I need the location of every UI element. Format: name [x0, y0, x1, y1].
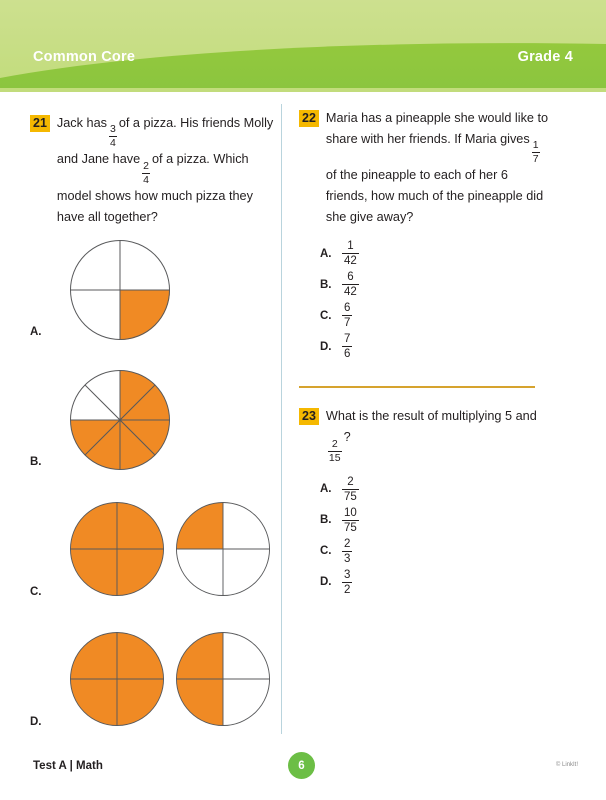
- q21-model-b-circle: [70, 370, 170, 470]
- q23-text-part1: What is the result of multiplying 5 and: [325, 409, 537, 424]
- header-grade: Grade 4: [517, 49, 573, 65]
- left-column: [30, 113, 275, 742]
- q23-choice-a-value: $\frac{2}{75}$: [344, 475, 357, 503]
- q22-choice-a-value: $\frac{1}{42}$: [344, 240, 357, 268]
- header-title: Common Core: [33, 49, 136, 65]
- question-22-text: [326, 108, 549, 228]
- q22-choice-b[interactable]: [299, 269, 549, 300]
- q23-choices: [299, 474, 549, 598]
- q21-text-part2: of a pizza. His friends Molly and Jane have: [56, 116, 274, 167]
- q22-choice-c-letter: C.: [320, 309, 332, 322]
- q21-text-part3: of a pizza. Which model shows how much pizza they have all together?: [56, 152, 253, 224]
- q23-choice-a[interactable]: [299, 474, 549, 505]
- q23-fraction-two-fifteenths: $\frac{2}{15}$: [328, 437, 341, 464]
- question-22: [299, 108, 549, 228]
- page-number-badge: 6: [288, 752, 315, 779]
- question-number-badge: 21: [30, 115, 50, 132]
- q22-choice-c-value: $\frac{6}{7}$: [344, 302, 351, 330]
- question-23-text: [326, 406, 549, 463]
- q23-choice-b-value: $\frac{10}{75}$: [344, 506, 357, 534]
- q22-choice-a-letter: A.: [320, 247, 332, 260]
- q22-choice-c[interactable]: [299, 300, 549, 331]
- q21-model-c-circle-2: [176, 502, 270, 596]
- q21-model-a-circle: [70, 240, 170, 340]
- q21-fraction-two-fourths: $\frac{2}{4}$: [143, 159, 149, 186]
- q22-choice-b-letter: B.: [320, 278, 332, 291]
- question-separator-rule: [299, 386, 535, 388]
- q23-choice-d[interactable]: [299, 567, 549, 598]
- q23-text-part2: ?: [343, 430, 351, 445]
- q21-choice-b-letter: B.: [30, 455, 42, 468]
- q21-choice-a[interactable]: [30, 240, 275, 352]
- q21-model-c-circle-1: [70, 502, 164, 596]
- q23-choice-b-letter: B.: [320, 514, 332, 527]
- q22-fraction-one-seventh: $\frac{1}{7}$: [532, 139, 539, 166]
- question-23: [299, 406, 549, 463]
- q23-choice-d-letter: D.: [320, 576, 332, 589]
- q23-choice-d-value: $\frac{3}{2}$: [344, 568, 351, 596]
- question-21: [30, 113, 275, 228]
- q22-text-part2: of the pineapple to each of her 6 friends, how much of the pineapple did she give away?: [325, 168, 544, 225]
- column-divider: [281, 104, 282, 734]
- q21-fraction-three-fourths: $\frac{3}{4}$: [109, 123, 116, 150]
- q23-choice-a-letter: A.: [320, 483, 332, 496]
- q22-choices: [299, 238, 549, 362]
- header-banner-shape: [0, 0, 606, 96]
- q21-choice-b[interactable]: [30, 370, 275, 482]
- q21-choice-a-letter: A.: [30, 325, 42, 338]
- q21-text-part1: Jack has: [56, 116, 107, 130]
- q21-model-d-circle-1: [70, 632, 164, 726]
- q23-choice-c-value: $\frac{2}{3}$: [344, 537, 351, 565]
- q22-choice-d-value: $\frac{7}{6}$: [344, 333, 351, 361]
- q21-model-d-circle-2: [176, 632, 270, 726]
- q23-choice-c[interactable]: [299, 536, 549, 567]
- question-number-badge: 23: [299, 408, 319, 425]
- q22-choice-d[interactable]: [299, 331, 549, 362]
- footer-copyright: © LinkIt!: [555, 762, 578, 768]
- q23-choice-c-letter: C.: [320, 545, 332, 558]
- q22-choice-a[interactable]: [299, 238, 549, 269]
- footer-test-label: Test A | Math: [33, 760, 103, 772]
- page-header: [0, 0, 606, 96]
- right-column: [299, 108, 549, 598]
- q21-choice-c[interactable]: [30, 500, 275, 612]
- q23-choice-b[interactable]: [299, 505, 549, 536]
- question-number-badge: 22: [299, 110, 319, 127]
- q22-text-part1: Maria has a pineapple she would like to share with her friends. If Maria gives: [325, 111, 549, 146]
- q21-choice-d-letter: D.: [30, 715, 42, 728]
- q21-choice-d[interactable]: [30, 630, 275, 742]
- q21-choice-c-letter: C.: [30, 585, 42, 598]
- question-21-text: [57, 113, 275, 228]
- q22-choice-b-value: $\frac{6}{42}$: [344, 271, 357, 299]
- q22-choice-d-letter: D.: [320, 340, 332, 353]
